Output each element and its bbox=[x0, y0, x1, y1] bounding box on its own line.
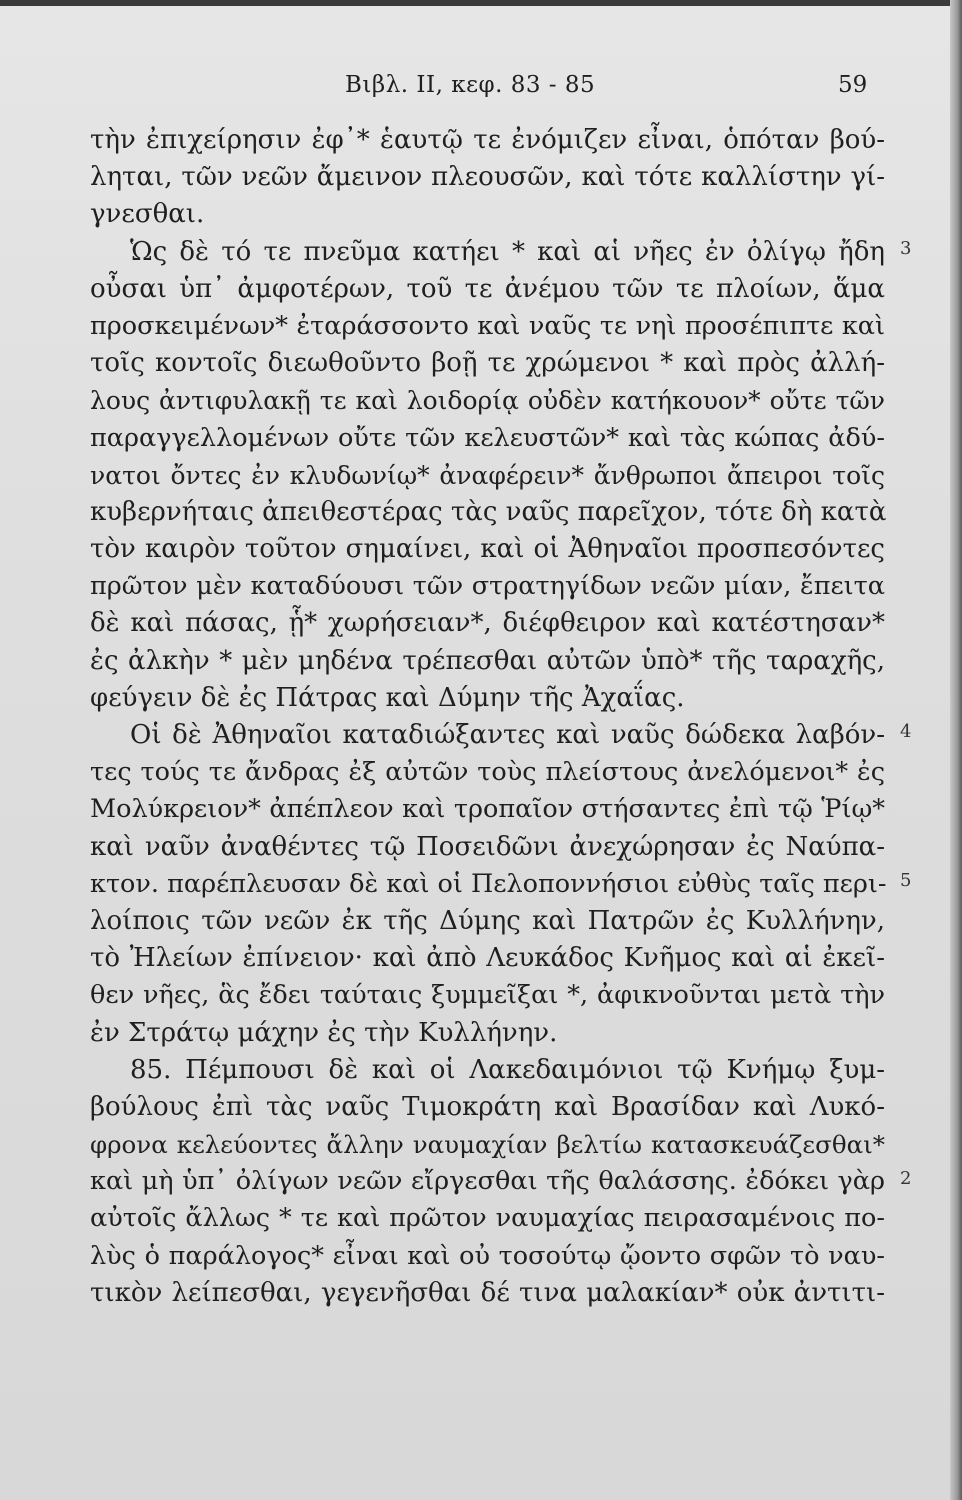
page-number: 59 bbox=[838, 72, 868, 98]
margin-line-number: 2 bbox=[900, 1167, 912, 1189]
text-line: Οἱ δὲ Ἀθηναῖοι καταδιώξαντες καὶ ναῦς δώδεκα λαβόν- bbox=[130, 720, 885, 750]
text-line: καὶ μὴ ὑπ᾽ ὀλίγων νεῶν εἴργεσθαι τῆς θαλάσσης. ἐδόκει γὰρ bbox=[90, 1166, 885, 1197]
text-line: τὴν ἐπιχείρησιν ἐφ᾽* ἑαυτῷ τε ἐνόμιζεν εἶναι, ὁπόταν βού- bbox=[90, 125, 885, 155]
text-line: τικὸν λείπεσθαι, γεγενῆσθαι δέ τινα μαλακίαν* οὐκ ἀντιτι- bbox=[90, 1277, 885, 1308]
scan-top-edge bbox=[0, 0, 962, 6]
text-line: βούλους ἐπὶ τὰς ναῦς Τιμοκράτη καὶ Βρασίδαν καὶ Λυκό- bbox=[90, 1091, 885, 1122]
text-line: ἐν Στράτῳ μάχην ἐς τὴν Κυλλήνην. bbox=[90, 1017, 558, 1048]
body-text bbox=[90, 122, 885, 1312]
text-line: οὖσαι ὑπ᾽ ἀμφοτέρων, τοῦ τε ἀνέμου τῶν τε πλοίων, ἅμα bbox=[90, 273, 885, 304]
scan-right-edge bbox=[950, 0, 962, 1500]
margin-line-number: 4 bbox=[900, 721, 912, 743]
text-line: θεν νῆες, ἃς ἔδει ταύταις ξυμμεῖξαι *, ἀφικνοῦνται μετὰ τὴν bbox=[90, 980, 885, 1011]
text-line: παραγγελλομένων οὔτε τῶν κελευστῶν* καὶ τὰς κώπας ἀδύ- bbox=[90, 422, 885, 453]
text-line: τὸν καιρὸν τοῦτον σημαίνει, καὶ οἱ Ἀθηναῖοι προσπεσόντες bbox=[90, 534, 885, 565]
text-line: γνεσθαι. bbox=[90, 199, 205, 230]
text-line: Μολύκρειον* ἀπέπλεον καὶ τροπαῖον στήσαντες ἐπὶ τῷ Ῥίῳ* bbox=[90, 794, 885, 825]
text-line: φεύγειν δὲ ἐς Πάτρας καὶ Δύμην τῆς Ἀχαΐας. bbox=[90, 682, 685, 713]
text-line: προσκειμένων* ἐταράσσοντο καὶ ναῦς τε νηὶ προσέπιπτε καὶ bbox=[90, 310, 885, 341]
text-line: ληται, τῶν νεῶν ἄμεινον πλεουσῶν, καὶ τότε καλλίστην γί- bbox=[90, 162, 885, 193]
text-line: φρονα κελεύοντες ἄλλην ναυμαχίαν βελτίω κατασκευάζεσθαι* bbox=[90, 1130, 885, 1160]
text-line: τοῖς κοντοῖς διεωθοῦντο βοῇ τε χρώμενοι * καὶ πρὸς ἀλλή- bbox=[90, 348, 885, 379]
text-line: τὸ Ἠλείων ἐπίνειον· καὶ ἀπὸ Λευκάδος Κνῆμος καὶ αἱ ἐκεῖ- bbox=[90, 943, 885, 974]
text-line: κτον. παρέπλευσαν δὲ καὶ οἱ Πελοποννήσιοι εὐθὺς ταῖς περι- bbox=[90, 868, 887, 899]
text-line: ἐς ἀλκὴν * μὲν μηδένα τρέπεσθαι αὐτῶν ὑπὸ* τῆς ταραχῆς, bbox=[90, 645, 885, 676]
text-line: 85. Πέμπουσι δὲ καὶ οἱ Λακεδαιμόνιοι τῷ Κνήμῳ ξυμ- bbox=[130, 1054, 885, 1085]
text-line: κυβερνήταις ἀπειθεστέρας τὰς ναῦς παρεῖχον, τότε δὴ κατὰ bbox=[90, 496, 887, 527]
text-line: τες τούς τε ἄνδρας ἐξ αὐτῶν τοὺς πλείστους ἀνελόμενοι* ἐς bbox=[90, 757, 885, 788]
text-line: νατοι ὄντες ἐν κλυδωνίῳ* ἀναφέρειν* ἄνθρωποι ἄπειροι τοῖς bbox=[90, 460, 885, 490]
margin-line-number: 3 bbox=[900, 237, 912, 259]
text-line: λὺς ὁ παράλογος* εἶναι καὶ οὐ τοσούτῳ ᾤοντο σφῶν τὸ ναυ- bbox=[90, 1240, 885, 1271]
margin-line-number: 5 bbox=[900, 870, 912, 891]
text-line: Ὡς δὲ τό τε πνεῦμα κατήει * καὶ αἱ νῆες ἐν ὀλίγῳ ἤδη bbox=[130, 236, 885, 267]
text-line: πρῶτον μὲν καταδύουσι τῶν στρατηγίδων νεῶν μίαν, ἔπειτα bbox=[90, 571, 885, 602]
text-line: καὶ ναῦν ἀναθέντες τῷ Ποσειδῶνι ἀνεχώρησαν ἐς Ναύπα- bbox=[90, 831, 885, 862]
text-line: λους ἀντιφυλακῇ τε καὶ λοιδορίᾳ οὐδὲν κατήκουον* οὔτε τῶν bbox=[90, 386, 885, 416]
text-line: αὐτοῖς ἄλλως * τε καὶ πρῶτον ναυμαχίας πειρασαμένοις πο- bbox=[90, 1203, 885, 1234]
text-line: δὲ καὶ πάσας, ᾗ* χωρήσειαν*, διέφθειρον καὶ κατέστησαν* bbox=[90, 608, 885, 639]
running-head: Βιβλ. II, κεφ. 83 - 85 bbox=[345, 72, 596, 98]
text-line: λοίποις τῶν νεῶν ἐκ τῆς Δύμης καὶ Πατρῶν ἐς Κυλλήνην, bbox=[90, 905, 885, 936]
